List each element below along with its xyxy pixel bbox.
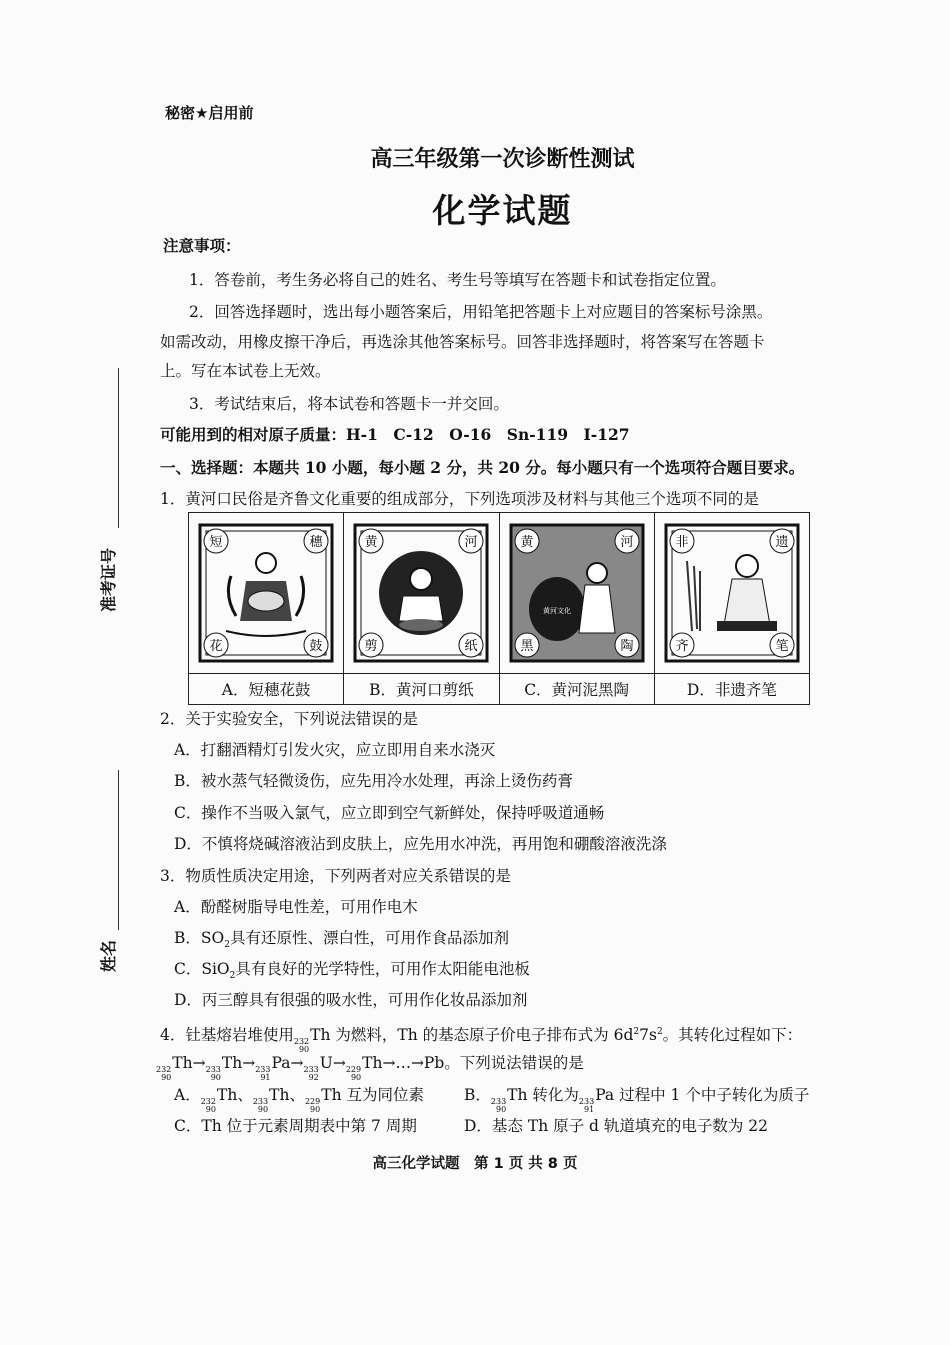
question-2-option-c: C．操作不当吸入氯气，应立即到空气新鲜处，保持呼吸道通畅 xyxy=(174,804,605,822)
corner-3: 花 xyxy=(209,639,223,654)
question-4-option-d: D．基态 Th 原子 d 轨道填充的电子数为 22 xyxy=(464,1117,769,1135)
question-3-option-a: A．酚醛树脂导电性差，可用作电木 xyxy=(174,898,418,916)
papercut-illustration xyxy=(351,521,491,665)
question-2-option-d: D．不慎将烧碱溶液沾到皮肤上，应先用水冲洗，再用饱和硼酸溶液洗涤 xyxy=(174,835,667,853)
question-2-option-a: A．打翻酒精灯引发火灾，应立即用自来水浇灭 xyxy=(174,741,496,759)
notice-item-1: 1．答卷前，考生务必将自己的姓名、考生号等填写在答题卡和试卷指定位置。 xyxy=(189,271,726,289)
name-line xyxy=(118,770,119,930)
question-4-option-a: A． 232 90 Th、 233 90 Th、 229 90 Th 互为同位素 xyxy=(174,1086,424,1114)
corner-1: 非 xyxy=(675,535,689,550)
corner-1: 黄 xyxy=(364,535,378,550)
page-footer: 高三化学试题 第 1 页 共 8 页 xyxy=(372,1156,578,1172)
notice-item-2-end: 上。写在本试卷上无效。 xyxy=(160,362,331,380)
brush-illustration xyxy=(662,521,802,665)
exam-id-line xyxy=(118,368,119,528)
corner-1: 黄 xyxy=(520,535,534,550)
image-pottery xyxy=(499,513,654,674)
pottery-illustration xyxy=(507,521,647,665)
corner-2: 河 xyxy=(464,535,478,550)
question-3-option-d: D．丙三醇具有很强的吸水性，可用作化妆品添加剂 xyxy=(174,991,528,1009)
image-papercut xyxy=(344,513,499,674)
exam-title: 高三年级第一次诊断性测试 xyxy=(370,147,635,172)
question-4-option-c: C．Th 位于元素周期表中第 7 周期 xyxy=(174,1117,417,1135)
question-3-stem: 3．物质性质决定用途，下列两者对应关系错误的是 xyxy=(160,867,511,885)
atomic-mass: 可能用到的相对原子质量：H-1 C-12 O-16 Sn-119 I-127 xyxy=(160,425,630,444)
option-a-caption: A．短穗花鼓 xyxy=(189,674,344,705)
image-brush xyxy=(654,513,809,674)
subject-title: 化学试题 xyxy=(432,191,573,230)
corner-4: 陶 xyxy=(620,639,634,654)
confidential-mark: 秘密★启用前 xyxy=(165,104,254,122)
corner-3: 剪 xyxy=(364,639,378,654)
notice-item-2: 2．回答选择题时，选出每小题答案后，用铅笔把答题卡上对应题目的答案标号涂黑。 xyxy=(189,303,773,321)
notice-heading: 注意事项： xyxy=(163,236,241,255)
question-3-option-b: B．$SO_2$具有还原性、漂白性，可用作食品添加剂 xyxy=(174,929,509,951)
exam-id-label: 准考证号 xyxy=(99,547,118,612)
option-c-caption: C．黄河泥黑陶 xyxy=(499,674,654,705)
name-label: 姓名 xyxy=(99,939,118,972)
notice-item-3: 3．考试结束后，将本试卷和答题卡一并交回。 xyxy=(189,395,509,413)
question-2-option-b: B．被水蒸气轻微烫伤，应先用冷水处理，再涂上烫伤药膏 xyxy=(174,772,573,790)
corner-4: 笔 xyxy=(775,639,789,654)
section-heading: 一、选择题：本题共 10 小题，每小题 2 分，共 20 分。每小题只有一个选项符合题目要求。 xyxy=(160,458,805,477)
corner-1: 短 xyxy=(209,535,223,550)
option-d-caption: D．非遗齐笔 xyxy=(654,674,809,705)
question-4-stem: 4．钍基熔岩堆使用 232 90 Th 为燃料，Th 的基态原子价电子排布式为 $6d^27s^2$。其转化过程如下： xyxy=(160,1026,803,1055)
question-3-option-c: C．SiO$_2$具有良好的光学特性，可用作太阳能电池板 xyxy=(174,960,530,982)
corner-3: 齐 xyxy=(675,639,689,654)
corner-4: 纸 xyxy=(464,639,478,654)
question-4-decay-chain: 232 90 Th→ 233 90 Th→ 233 91 Pa→ 233 92 U→ 229 90 Th→…→Pb。下列说法错误的是 xyxy=(156,1054,584,1082)
question-2-stem: 2．关于实验安全，下列说法错误的是 xyxy=(160,710,418,728)
question-1-image-table xyxy=(188,512,810,705)
question-4-option-b: B． 233 90 Th 转化为 233 91 Pa 过程中 1 个中子转化为质子 xyxy=(464,1086,810,1114)
drum-dance-illustration xyxy=(196,521,336,665)
image-drum xyxy=(189,513,344,674)
corner-4: 鼓 xyxy=(309,639,323,654)
option-b-caption: B．黄河口剪纸 xyxy=(344,674,499,705)
stamp-text: 黄河文化 xyxy=(542,607,571,615)
corner-2: 穗 xyxy=(309,535,323,550)
corner-2: 河 xyxy=(620,535,634,550)
corner-3: 黑 xyxy=(520,639,534,654)
corner-2: 遗 xyxy=(775,535,789,550)
question-1-stem: 1．黄河口民俗是齐鲁文化重要的组成部分，下列选项涉及材料与其他三个选项不同的是 xyxy=(160,490,759,508)
notice-item-2-cont: 如需改动，用橡皮擦干净后，再选涂其他答案标号。回答非选择题时，将答案写在答题卡 xyxy=(160,333,765,351)
